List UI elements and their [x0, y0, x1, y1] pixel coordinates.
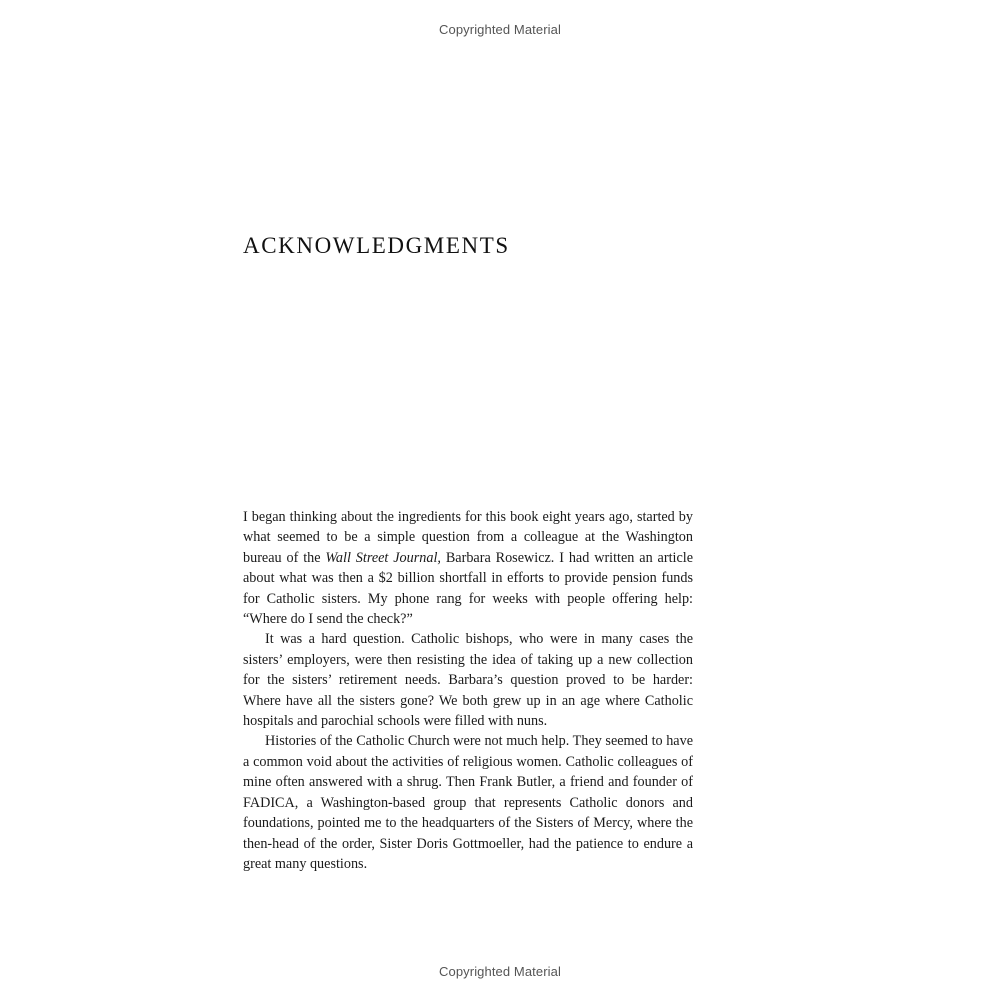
- paragraph-1-text-start: I began thinking about the ingredients for this book eight years ago, started by what seemed to be a simple question from a colleague at the Washington bureau of the: [243, 509, 693, 566]
- copyright-watermark-bottom: Copyrighted Material: [439, 964, 561, 979]
- publication-title: Wall Street Journal,: [325, 549, 441, 566]
- paragraph-3: Histories of the Catholic Church were not much help. They seemed to have a common void about the activities of religious women. Catholic colleagues of mine often answered with a shrug. Then Frank Butler, a friend and founder of FADICA, a Washington-based group that represents Catholic donors and foundations, pointed me to the headquarters of the Sisters of Mercy, where the then-head of the order, Sister Doris Gottmoeller, had the patience to endure a great many questions.: [243, 733, 693, 872]
- body-text: [243, 507, 693, 874]
- paragraph-2: It was a hard question. Catholic bishops, who were in many cases the sisters’ employers, were then resisting the idea of taking up a new collection for the sisters’ retirement needs. Barbara’s question proved to be harder: Where have all the sisters gone? We both grew up in an age where Catholic hospitals and parochial schools were filled with nuns.: [243, 631, 693, 730]
- chapter-title: ACKNOWLEDGMENTS: [243, 233, 510, 258]
- copyright-watermark-top: Copyrighted Material: [439, 22, 561, 37]
- paragraph-1: [243, 507, 693, 629]
- paragraph-1-text-end: Barbara Rosewicz. I had written an article about what was then a $2 billion shortfall in efforts to provide pension funds for Catholic sisters. My phone rang for weeks with people offering help: “Where do I send the check?”: [243, 549, 693, 628]
